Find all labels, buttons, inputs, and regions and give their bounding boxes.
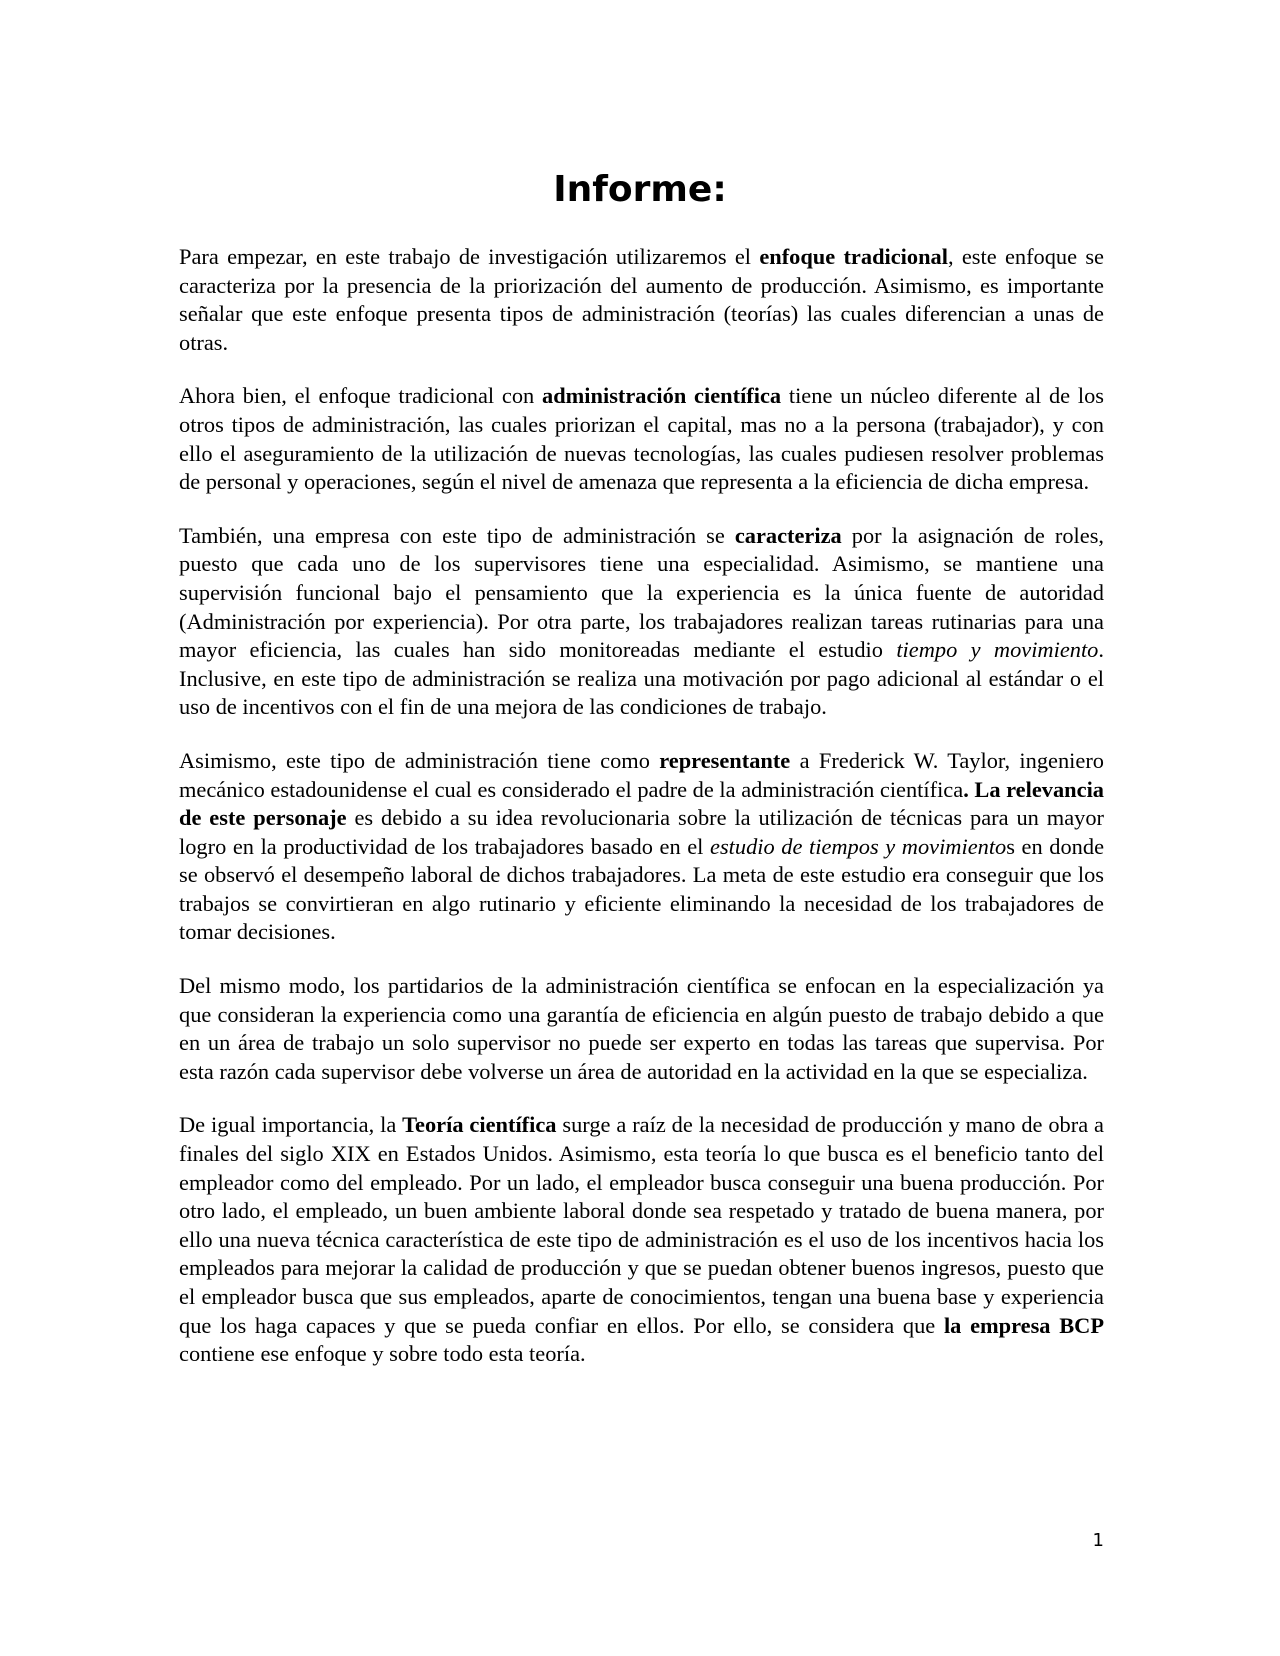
- text-run: De igual importancia, la: [179, 1112, 403, 1138]
- paragraph: [179, 243, 1104, 357]
- bold-text: caracteriza: [734, 522, 842, 548]
- text-run: Para empezar, en este trabajo de investigación utilizaremos el: [179, 244, 760, 269]
- document-body: [179, 243, 1104, 1394]
- bold-text: la empresa BCP: [943, 1312, 1104, 1338]
- page-number: 1: [1092, 1530, 1104, 1551]
- text-run: Ahora bien, el enfoque tradicional con: [179, 383, 542, 409]
- text-run: a Frederick W. Taylor, ingeniero mecánico estadounidense el cual es considerado el padre de la administración científica: [179, 747, 1104, 802]
- paragraph: [179, 522, 1104, 722]
- text-run: s en donde se observó el desempeño laboral de dichos trabajadores. La meta de este estudio era conseguir que los trabajos se convirtieran en algo rutinario y eficiente eliminando la necesidad de los trabajadores de tomar decisiones.: [179, 833, 1105, 945]
- text-run: También, una empresa con este tipo de administración se: [179, 522, 735, 548]
- paragraph: [179, 1111, 1104, 1368]
- text-run: por la asignación de roles, puesto que cada uno de los supervisores tiene una especialidad. Asimismo, se mantiene una supervisión funcional bajo el pensamiento que la experiencia es la única fuente de autoridad (Administración por experiencia). Por otra parte, los trabajadores realizan tareas rutinarias para una mayor eficiencia, las cuales han sido monitoreadas mediante el estudio: [179, 522, 1104, 663]
- text-run: . Inclusive, en este tipo de administración se realiza una motivación por pago adicional al estándar o el uso de incentivos con el fin de una mejora de las condiciones de trabajo.: [179, 637, 1104, 720]
- bold-text: administración científica: [542, 383, 782, 409]
- bold-text: Teoría científica: [402, 1112, 557, 1138]
- text-run: surge a raíz de la necesidad de producción y mano de obra a finales del siglo XIX en Estados Unidos. Asimismo, esta teoría lo que busca es el beneficio tanto del empleador como del empleado. Por un lado, el empleador busca conseguir una buena producción. Por otro lado, el empleado, un buen ambiente laboral donde sea respetado y tratado de buena manera, por ello una nueva técnica característica de este tipo de administración es el uso de los incentivos hacia los empleados para mejorar la calidad de producción y que se puedan obtener buenos ingresos, puesto que el empleador busca que sus empleados, aparte de conocimientos, tengan una buena base y experiencia que los haga capaces y que se pueda confiar en ellos. Por ello, se considera que: [179, 1112, 1104, 1338]
- paragraph: [179, 747, 1104, 947]
- bold-text: . La relevancia de este personaje: [179, 776, 1104, 831]
- text-run: es debido a su idea revolucionaria sobre la utilización de técnicas para un mayor logro en la productividad de los trabajadores basado en el: [179, 805, 1104, 859]
- paragraph: [179, 972, 1104, 1086]
- text-run: Asimismo, este tipo de administración tiene como: [179, 747, 660, 773]
- text-run: , este enfoque se caracteriza por la presencia de la priorización del aumento de producción. Asimismo, es importante señalar que este enfoque presenta tipos de administración (teorías) las cuales diferencian a unas de otras.: [179, 244, 1104, 355]
- italic-text: tiempo y movimiento: [896, 637, 1099, 663]
- bold-text: enfoque tradicional: [759, 244, 948, 269]
- italic-text: estudio de tiempos y movimiento: [710, 833, 1007, 859]
- bold-text: representante: [659, 747, 791, 773]
- page-title: Informe:: [553, 169, 727, 210]
- text-run: tiene un núcleo diferente al de los otros tipos de administración, las cuales priorizan el capital, mas no a la persona (trabajador), y con ello el aseguramiento de la utilización de nuevas tecnologías, las cuales pudiesen resolver problemas de personal y operaciones, según el nivel de amenaza que representa a la eficiencia de dicha empresa.: [179, 383, 1104, 495]
- paragraph: [179, 382, 1104, 496]
- text-run: Del mismo modo, los partidarios de la administración científica se enfocan en la especialización ya que consideran la experiencia como una garantía de eficiencia en algún puesto de trabajo debido a que en un área de trabajo un solo supervisor no puede ser experto en todas las tareas que supervisa. Por esta razón cada supervisor debe volverse un área de autoridad en la actividad en la que se especializa.: [179, 973, 1104, 1084]
- text-run: contiene ese enfoque y sobre todo esta teoría.: [179, 1341, 586, 1367]
